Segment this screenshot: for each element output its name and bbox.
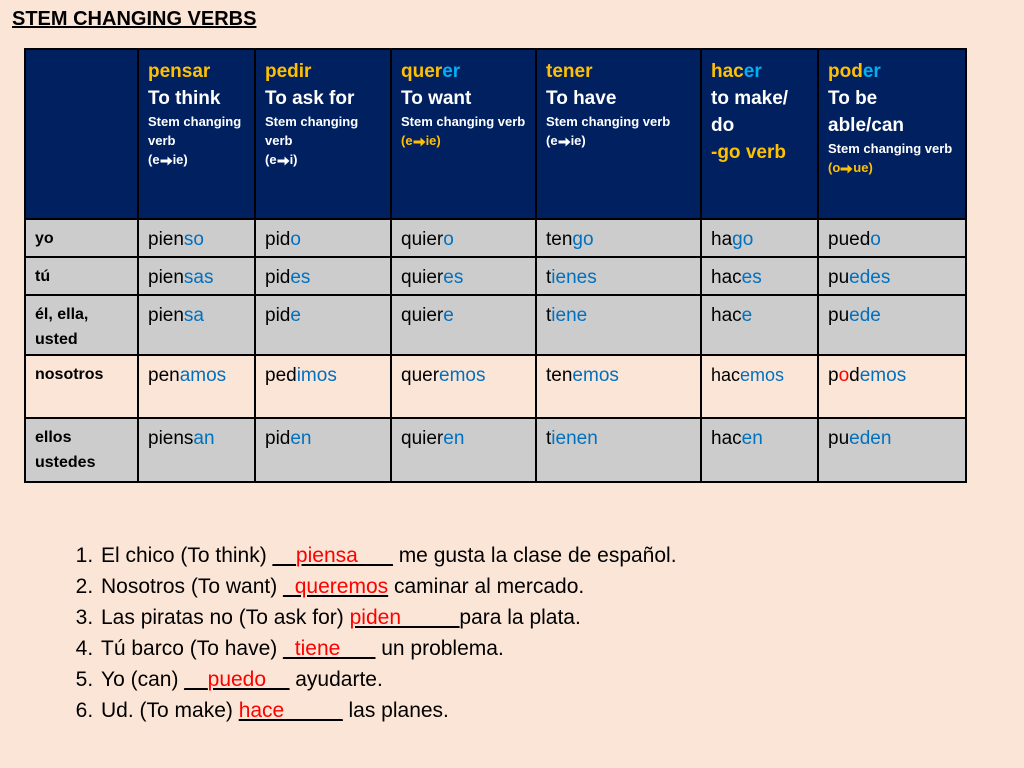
answer-blank (283, 575, 388, 598)
conjugation-cell (138, 355, 255, 418)
form-part: pien (148, 305, 184, 326)
verb-note: Stem changing verb (148, 114, 242, 148)
form-part: e (741, 305, 753, 326)
exercise-prompt: Nosotros (To want) (101, 575, 284, 598)
infinitive-part: ar (192, 61, 211, 82)
verb-header-content (139, 50, 254, 169)
conjugated-form (139, 356, 254, 388)
verb-meaning: To think (148, 88, 221, 109)
form-part: quier (401, 428, 444, 449)
form-part: ien (551, 305, 577, 326)
stem-change (265, 150, 382, 169)
conjugated-form (139, 296, 254, 328)
conjugation-cell (701, 257, 818, 295)
infinitive-part: hac (711, 61, 744, 82)
blank-trail: _____ (284, 699, 343, 722)
answer-blank (184, 668, 289, 691)
conjugation-cell (138, 257, 255, 295)
answer-blank (273, 544, 393, 567)
verb-meaning: to make/ do (711, 88, 789, 136)
verb-header-content (392, 50, 535, 150)
form-part: quer (401, 365, 440, 386)
stem-change-to: ie) (425, 133, 441, 148)
conjugation-cell (818, 219, 966, 257)
exercise-prompt: Las piratas no (To ask for) (101, 606, 350, 629)
pronoun-cell (25, 219, 138, 257)
exercise-rest: ayudarte. (289, 668, 383, 691)
form-part: ped (265, 365, 297, 386)
form-part: ed (849, 305, 871, 326)
form-part: en (290, 428, 312, 449)
conjugated-form (702, 419, 817, 451)
arrow-right-icon (840, 164, 853, 174)
conjugated-form (392, 296, 535, 328)
form-part: t (546, 428, 552, 449)
conjugation-cell (391, 219, 536, 257)
form-part: an (193, 428, 215, 449)
form-part: es (576, 267, 597, 288)
conjugated-form (702, 220, 817, 252)
arrow-right-icon (160, 156, 173, 166)
conjugated-form (537, 419, 700, 451)
verb-meaning: To be able/can (828, 88, 905, 136)
verb-infinitive (265, 58, 382, 85)
conjugation-cell (391, 257, 536, 295)
blank-lead: _ (283, 575, 295, 598)
form-part: e (290, 305, 301, 326)
blank-lead: _ (283, 637, 295, 660)
conjugation-cell (391, 355, 536, 418)
header-corner (25, 49, 138, 219)
exercise-item (99, 664, 999, 695)
conjugated-form (256, 258, 390, 290)
form-part: quier (401, 267, 444, 288)
table-row (25, 219, 966, 257)
verb-meaning: To have (546, 88, 617, 109)
stem-change-from: (e (401, 133, 413, 148)
table-row (25, 355, 966, 418)
form-part: t (546, 305, 552, 326)
form-part: es (290, 267, 311, 288)
stem-change-to: ie) (570, 133, 586, 148)
stem-change-from: (e (546, 133, 558, 148)
verb-note: Stem changing verb (265, 114, 359, 148)
answer-text: tiene (294, 637, 341, 660)
blank-trail: _____ (401, 606, 460, 629)
form-part: o (870, 229, 881, 250)
verb-note: Stem changing verb (828, 141, 953, 156)
form-part: imos (296, 365, 337, 386)
form-part: go (732, 229, 754, 250)
infinitive-part: er (862, 61, 881, 82)
form-part: sa (183, 305, 204, 326)
verb-infinitive (711, 58, 809, 85)
infinitive-part: er (442, 61, 461, 82)
arrow-right-icon (277, 156, 290, 166)
pronoun: yo (35, 230, 54, 247)
stem-change-to: ie) (172, 152, 188, 167)
form-part: pid (265, 305, 291, 326)
infinitive-part: er (574, 61, 593, 82)
form-part: sas (183, 267, 214, 288)
form-part: emos (572, 365, 619, 386)
exercise-prompt: El chico (To think) (101, 544, 273, 567)
pronoun: tú (35, 268, 51, 285)
conjugation-cell (255, 295, 391, 355)
stem-change-to: i) (289, 152, 298, 167)
conjugated-form (537, 296, 700, 328)
exercise-item (99, 540, 999, 571)
form-part: ed (849, 428, 871, 449)
pronoun-cell (25, 418, 138, 482)
form-part: o (443, 229, 454, 250)
verb-infinitive (546, 58, 692, 85)
form-part: en (443, 428, 465, 449)
conjugated-form (139, 220, 254, 252)
exercise-rest: las planes. (342, 699, 449, 722)
conjugated-form (537, 220, 700, 252)
form-part: pid (265, 428, 291, 449)
exercise-item (99, 571, 999, 602)
exercise-prompt: Yo (can) (101, 668, 185, 691)
pronoun: ellos ustedes (35, 429, 96, 471)
form-part: pued (828, 229, 871, 250)
conjugated-form (392, 258, 535, 290)
conjugation-cell (138, 295, 255, 355)
form-part: t (546, 267, 552, 288)
exercise-list (60, 540, 999, 726)
conjugation-cell (536, 295, 701, 355)
infinitive-part: ped (265, 61, 299, 82)
conjugated-form (702, 258, 817, 290)
conjugation-cell (701, 295, 818, 355)
stem-change (148, 150, 246, 169)
answer-blank (283, 637, 375, 660)
stem-change-to: ue) (853, 160, 873, 175)
pronoun: nosotros (35, 366, 104, 383)
form-part: en (870, 428, 892, 449)
conjugation-cell (818, 355, 966, 418)
conjugated-form (537, 356, 700, 388)
verb-header-0 (138, 49, 255, 219)
verb-meaning: To ask for (265, 88, 355, 109)
verb-infinitive (828, 58, 957, 85)
form-part: emos (740, 365, 785, 385)
form-part: emos (859, 365, 907, 386)
form-part: ed (849, 267, 871, 288)
exercise-item (99, 602, 999, 633)
conjugated-form (256, 419, 390, 451)
conjugated-form (392, 220, 535, 252)
verb-note: Stem changing verb (546, 114, 671, 129)
blank-trail: __ (266, 668, 290, 691)
verb-header-row (25, 49, 966, 219)
form-part: piens (148, 428, 194, 449)
conjugated-form (256, 220, 390, 252)
conjugated-form (256, 356, 390, 388)
stem-change-from: (e (265, 152, 277, 167)
form-part: es (741, 267, 762, 288)
verb-header-content (819, 50, 965, 177)
form-part: pu (828, 305, 850, 326)
conjugated-form (256, 296, 390, 328)
answer-blank (239, 699, 343, 722)
verb-infinitive (401, 58, 527, 85)
conjugation-cell (255, 355, 391, 418)
verb-header-5 (818, 49, 966, 219)
blank-trail: ___ (340, 637, 376, 660)
conjugated-form (819, 220, 965, 252)
form-part: es (443, 267, 464, 288)
verb-note: Stem changing verb (401, 114, 526, 129)
conjugation-cell (818, 257, 966, 295)
stem-change-from: (e (148, 152, 160, 167)
verb-header-content (537, 50, 700, 150)
stem-change-from: (o (828, 160, 841, 175)
blank-lead: __ (272, 544, 296, 567)
verb-header-2 (391, 49, 536, 219)
conjugation-table (24, 48, 967, 483)
arrow-right-icon (558, 137, 571, 147)
form-part: d (849, 365, 860, 386)
exercise-rest: un problema. (375, 637, 504, 660)
form-part: pien (148, 229, 184, 250)
conjugated-form (392, 419, 535, 451)
form-part: hac (711, 428, 742, 449)
conjugation-cell (138, 219, 255, 257)
conjugation-cell (701, 418, 818, 482)
conjugation-cell (255, 418, 391, 482)
conjugation-cell (255, 257, 391, 295)
form-part: quier (401, 305, 444, 326)
infinitive-part: ir (298, 61, 312, 82)
conjugated-form (819, 296, 965, 328)
go-verb-label: -go verb (711, 142, 786, 163)
table-row (25, 295, 966, 355)
form-part: ten (546, 229, 573, 250)
infinitive-part: quer (401, 61, 443, 82)
conjugation-cell (391, 418, 536, 482)
table-row (25, 418, 966, 482)
conjugated-form (537, 258, 700, 290)
conjugated-form (819, 419, 965, 451)
form-part: e (870, 305, 881, 326)
form-part: pien (148, 267, 184, 288)
conjugation-cell (536, 219, 701, 257)
answer-text: puedo (207, 668, 267, 691)
infinitive-part: pens (148, 61, 193, 82)
page-title: STEM CHANGING VERBS (12, 8, 257, 30)
arrow-right-icon (413, 137, 426, 147)
conjugation-cell (818, 295, 966, 355)
form-part: hac (711, 365, 741, 385)
conjugated-form (139, 419, 254, 451)
verb-header-1 (255, 49, 391, 219)
infinitive-part: ten (546, 61, 575, 82)
conjugated-form (392, 356, 535, 388)
exercise-rest: para la plata. (459, 606, 581, 629)
conjugation-cell (818, 418, 966, 482)
stem-change (546, 131, 692, 150)
form-part: hac (711, 267, 742, 288)
form-part: pen (148, 365, 180, 386)
pronoun-cell (25, 355, 138, 418)
blank-trail: ___ (357, 544, 393, 567)
exercise-item (99, 633, 999, 664)
exercise-prompt: Ud. (To make) (101, 699, 239, 722)
form-part: pu (828, 267, 850, 288)
conjugation-cell (391, 295, 536, 355)
pronoun-cell (25, 257, 138, 295)
exercise-rest: me gusta la clase de español. (392, 544, 677, 567)
verb-header-content (256, 50, 390, 169)
form-part: pu (828, 428, 850, 449)
conjugation-cell (536, 418, 701, 482)
form-part: go (572, 229, 594, 250)
form-part: amos (179, 365, 227, 386)
infinitive-part: pod (828, 61, 863, 82)
form-part: en (576, 428, 598, 449)
verb-infinitive (148, 58, 246, 85)
form-part: hac (711, 305, 742, 326)
form-part: ien (551, 267, 577, 288)
verb-header-content (702, 50, 817, 166)
conjugated-form (702, 356, 817, 388)
form-part: e (576, 305, 588, 326)
exercise-item (99, 695, 999, 726)
table-row (25, 257, 966, 295)
conjugated-form (139, 258, 254, 290)
form-part: o (838, 365, 850, 386)
form-part: quier (401, 229, 444, 250)
form-part: ien (551, 428, 577, 449)
form-part: so (183, 229, 204, 250)
answer-text: queremos (294, 575, 389, 598)
verb-header-3 (536, 49, 701, 219)
form-part: e (443, 305, 454, 326)
stem-change (828, 158, 957, 177)
exercise-rest: caminar al mercado. (388, 575, 585, 598)
blank-lead: __ (184, 668, 208, 691)
form-part: ha (711, 229, 733, 250)
conjugation-cell (536, 257, 701, 295)
form-part: ten (546, 365, 573, 386)
answer-text: hace (238, 699, 285, 722)
conjugated-form (819, 258, 965, 290)
form-part: pid (265, 267, 291, 288)
conjugated-form (819, 356, 965, 388)
conjugation-cell (701, 355, 818, 418)
exercise-prompt: Tú barco (To have) (101, 637, 284, 660)
verb-header-4 (701, 49, 818, 219)
form-part: en (741, 428, 763, 449)
pronoun: él, ella, usted (35, 306, 89, 348)
stem-change (401, 131, 527, 150)
form-part: o (290, 229, 301, 250)
form-part: emos (439, 365, 486, 386)
form-part: pid (265, 229, 291, 250)
form-part: p (828, 365, 839, 386)
conjugated-form (702, 296, 817, 328)
answer-text: piden (349, 606, 401, 629)
verb-meaning: To want (401, 88, 472, 109)
infinitive-part: er (743, 61, 762, 82)
form-part: es (870, 267, 891, 288)
answer-text: piensa (295, 544, 358, 567)
answer-blank (350, 606, 460, 629)
pronoun-cell (25, 295, 138, 355)
conjugation-cell (255, 219, 391, 257)
conjugation-cell (536, 355, 701, 418)
conjugation-cell (138, 418, 255, 482)
conjugation-cell (701, 219, 818, 257)
